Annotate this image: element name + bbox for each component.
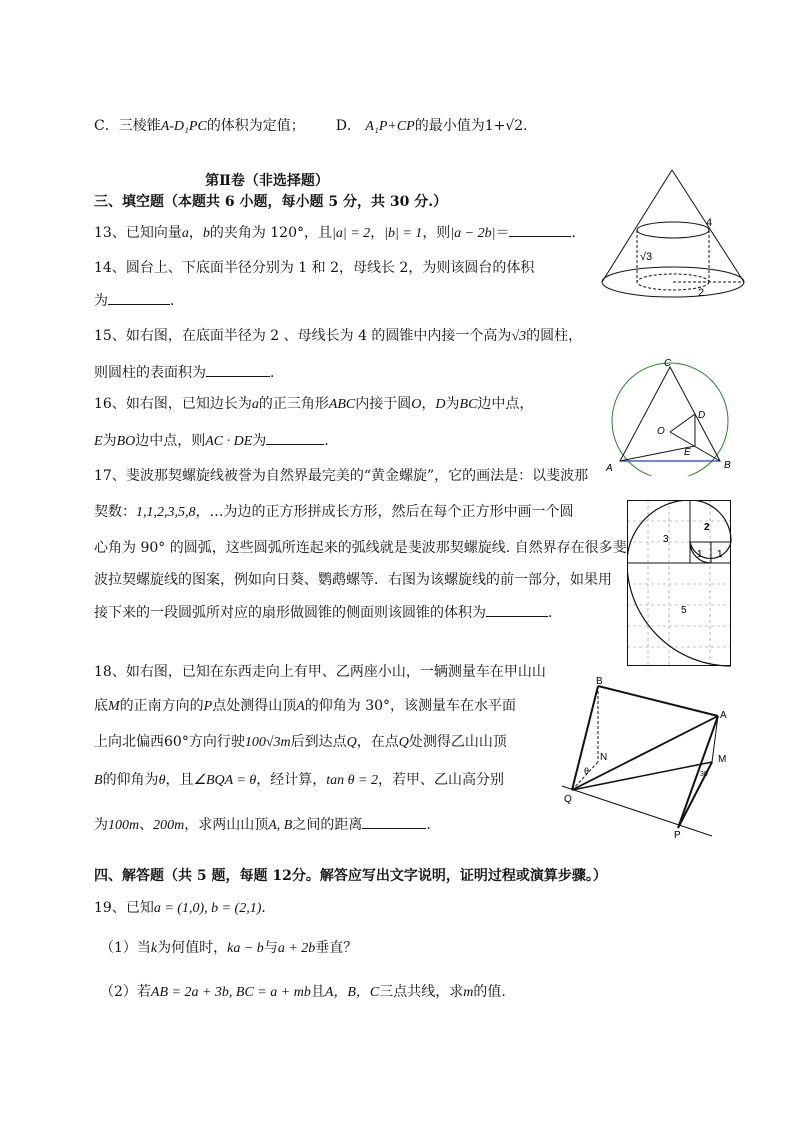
circle-label-e: E [684, 447, 691, 458]
option-c-expr: A-D₁PC [160, 119, 207, 134]
circle-triangle-figure [600, 354, 744, 476]
q19-k: k [150, 941, 158, 956]
q17-l2-post: ，…为边的正方形拼成长方形，然后在每个正方形中画一个圆 [195, 504, 574, 520]
q18-l3-mid: 后到达点 [290, 734, 347, 750]
q19-p1-mid: 为何值时， [157, 940, 228, 956]
q14-line2 [94, 290, 184, 311]
options-line [94, 116, 537, 137]
q18-angle: ∠BQA = θ [193, 773, 257, 788]
circle-label-b: B [724, 460, 731, 471]
q16-o: O [411, 397, 422, 412]
q17-seq: 1,1,2,3,5,8 [136, 505, 196, 520]
mountain-label-angle: 30 [700, 771, 708, 778]
q18-l4-mid: 的仰角为 [102, 772, 159, 788]
cone-label-height: √3 [640, 251, 653, 263]
q14-line2-text: 为 [94, 293, 108, 309]
circle-label-a: A [606, 463, 613, 474]
mountain-label-q: Q [564, 794, 572, 805]
fibonacci-spiral-figure [627, 500, 733, 668]
q19-m: m [463, 985, 474, 1000]
q16-ac: AC · DE [205, 434, 253, 449]
q13-text3: 的夹角为 120°，且 [209, 225, 332, 241]
q16-abc: ABC [328, 397, 356, 412]
q18-l3-post: 处测得乙山山顶 [408, 734, 507, 750]
q17-line1: 17、斐波那契螺旋线被誉为自然界最完美的“黄金螺旋”，它的画法是：以斐波那 [94, 468, 589, 484]
cone-label-radius: 2 [698, 287, 705, 299]
q19-p2-mid: 且 [310, 984, 325, 1000]
cone-label-slant: 4 [706, 217, 713, 229]
q13-text6: ＝ [495, 225, 510, 241]
q19-l1-end: ． [261, 900, 276, 916]
q18-m: M [108, 699, 120, 714]
q16-d: D [435, 397, 446, 412]
option-c-text-pre: 三棱锥 [118, 118, 161, 134]
q18-l5-mid: 、 [139, 817, 154, 833]
q18-q: Q [346, 735, 357, 750]
q18-ab: A, B [268, 818, 293, 833]
q15-line1-pre: 15、如右图，在底面半径为 2 、母线长为 4 的圆锥中内接一个高为 [94, 328, 512, 344]
q19-expr3: AB = 2a + 3b, BC = a + mb [150, 985, 311, 1000]
q19-expr1: ka − b [227, 941, 264, 956]
q18-l4-mid2: ，且 [165, 772, 194, 788]
q15-sqrt3: √3 [511, 329, 527, 344]
mountain-label-p: P [674, 830, 681, 841]
mountain-label-a: A [720, 710, 727, 721]
q16-l1-mid2: 内接于圆 [355, 396, 412, 412]
q19-p1-pre: （1）当 [100, 940, 151, 956]
q18-l3-mid2: ，在点 [356, 734, 399, 750]
q18-l4-mid3: ，经计算， [256, 772, 327, 788]
q18-l5-post: 之间的距离 [292, 817, 363, 833]
q16-bc: BC [459, 397, 478, 412]
q14-answer-blank [108, 290, 170, 305]
q16-bo: BO [116, 434, 136, 449]
q13-text5: ，则 [422, 225, 451, 241]
mountain-label-b: B [596, 676, 603, 687]
q18-dist: 100√3m [244, 735, 291, 750]
q19-vecs: a = (1,0), b = (2,1) [153, 901, 262, 916]
q19-l1-pre: 19、已知 [94, 900, 154, 916]
q13-eq-diff: |a − 2b| [450, 226, 496, 241]
q15-line2 [94, 362, 284, 383]
q18-theta: θ [158, 773, 166, 788]
q18-l2-post: 的仰角为 30°，该测量车在水平面 [304, 698, 517, 714]
q13-text1: 13、已知向量 [94, 225, 182, 241]
q18-line3 [94, 732, 507, 753]
circle-label-d: D [698, 410, 706, 421]
mountain-label-m: M [718, 754, 727, 765]
circle-label-o: O [657, 426, 665, 437]
q13-eq-a: |a| = 2 [332, 226, 371, 241]
mountain-figure [560, 676, 736, 842]
q15-line2-end: ． [270, 365, 284, 381]
q18-a: A [296, 699, 305, 714]
mountain-label-n: N [600, 752, 608, 763]
q17-l2-pre: 契数： [94, 504, 136, 520]
q16-l1-post: 边中点， [477, 396, 534, 412]
q19-p2-pre: （2）若 [100, 984, 151, 1000]
section3-title: 三、填空题（本题共 6 小题，每小题 5 分，共 30 分.） [94, 194, 448, 210]
q13-eq-b: |b| = 1 [384, 226, 423, 241]
q17-line3: 心角为 90° 的圆弧，这些圆弧所连起来的弧线就是斐波那契螺旋线. 自然界存在很多斐 [94, 540, 627, 556]
fib-square-3: 3 [663, 534, 669, 545]
q13: 13、已知向量a，b的夹角为 120°，且|a| = 2，|b| = 1，则|a − 2b|＝ . [94, 222, 576, 244]
q17-line4: 波拉契螺旋线的图案，例如向日葵、鹦鹉螺等．右图为该螺旋线的前一部分，如果用 [94, 572, 612, 588]
q16-line1 [94, 394, 533, 415]
q18-p: P [203, 699, 213, 714]
q18-l5-pre: 为 [94, 817, 108, 833]
q16-l2-mid: 为 [102, 433, 117, 449]
q18-line2 [94, 696, 516, 717]
mountain-label-theta: θ [584, 766, 590, 776]
q13-text4: ， [370, 225, 385, 241]
fib-square-1a: 1 [697, 549, 703, 560]
q17-line2 [94, 502, 574, 523]
q18-l2-pre: 底 [94, 698, 108, 714]
q19-part2 [100, 982, 506, 1003]
fib-square-2: 2 [704, 522, 710, 533]
q19-p2-mid2: 三点共线，求 [379, 984, 464, 1000]
part2-title: 第Ⅱ卷（非选择题） [205, 173, 329, 189]
option-d-label: D． [335, 118, 361, 134]
q18-l3-pre: 上向北偏西60°方向行驶 [94, 734, 245, 750]
q18-l2-mid: 的正南方向的 [119, 698, 204, 714]
q16-l2-mid2: 边中点，则 [135, 433, 206, 449]
q16-line2 [94, 430, 329, 452]
section4-title: 四、解答题（共 5 题，每题 12分。解答应写出文字说明，证明过程或演算步骤。） [94, 868, 607, 884]
q19-p1-mid2: 与 [263, 940, 278, 956]
q18-l4-post: ，若甲、乙山高分别 [378, 772, 505, 788]
q17-line5 [94, 602, 552, 623]
q17-l5-text: 接下来的一段圆弧所对应的扇形做圆锥的侧面则该圆锥的体积为 [94, 605, 486, 621]
q18-h2: 200m [153, 818, 185, 833]
q13-answer-blank [509, 222, 571, 237]
q15-line1 [94, 326, 582, 347]
q16-l1-mid: 的正三角形 [258, 396, 329, 412]
q13-text2: ， [188, 225, 203, 241]
option-c-text-post: 的体积为定值； [206, 118, 305, 134]
q18-answer-blank [362, 814, 426, 829]
option-c-label: C． [94, 118, 119, 134]
q18-l2-mid2: 点处测得山顶 [212, 698, 297, 714]
q18-line4 [94, 770, 504, 791]
q19-part1 [100, 938, 357, 959]
q16-answer-blank [266, 430, 324, 445]
q16-l1-mid4: 为 [445, 396, 460, 412]
q15-line2-text: 则圆柱的表面积为 [94, 365, 206, 381]
q16-l1-pre: 16、如右图，已知边长为 [94, 396, 252, 412]
q13-vec-a: a [181, 226, 189, 241]
fib-square-5: 5 [681, 605, 687, 616]
q15-answer-blank [206, 362, 270, 377]
option-d-expr: A₁P+CP [365, 119, 415, 134]
q17-answer-blank [486, 602, 548, 617]
q18-line5 [94, 814, 431, 836]
q16-e: E [94, 434, 103, 449]
q14-line1: 14、圆台上、下底面半径分别为 1 和 2，母线长 2，为则该圆台的体积 [94, 260, 535, 276]
q19-p2-post: 的值. [473, 984, 506, 1000]
q18-q2: Q [398, 735, 409, 750]
q16-l2-end: . [324, 433, 329, 449]
q18-l5-mid2: ，求两山山顶 [184, 817, 269, 833]
option-d-text-post: 的最小值为1+√2． [414, 118, 538, 134]
q18-h1: 100m [108, 818, 140, 833]
q19-pts: A，B，C [324, 985, 380, 1000]
q19-expr2: a + 2b [277, 941, 316, 956]
fib-square-1b: 1 [717, 549, 723, 560]
q18-tan: tan θ = 2 [326, 773, 379, 788]
q19-line1 [94, 898, 275, 919]
q16-a: a [251, 397, 259, 412]
q14-line2-end: ． [170, 293, 184, 309]
q16-l1-mid3: ， [421, 396, 436, 412]
q16-l2-post: 为 [252, 433, 267, 449]
q13-vec-b: b [202, 226, 210, 241]
q18-b: B [94, 773, 103, 788]
cone-figure [596, 166, 756, 302]
q15-line1-post: 的圆柱， [526, 328, 583, 344]
q19-p1-post: 垂直？ [315, 940, 358, 956]
q18-line1: 18、如右图，已知在东西走向上有甲、乙两座小山，一辆测量车在甲山山 [94, 664, 546, 680]
q18-l5-end: . [426, 817, 431, 833]
circle-label-c: C [664, 358, 672, 369]
q17-l5-end: . [548, 605, 553, 621]
